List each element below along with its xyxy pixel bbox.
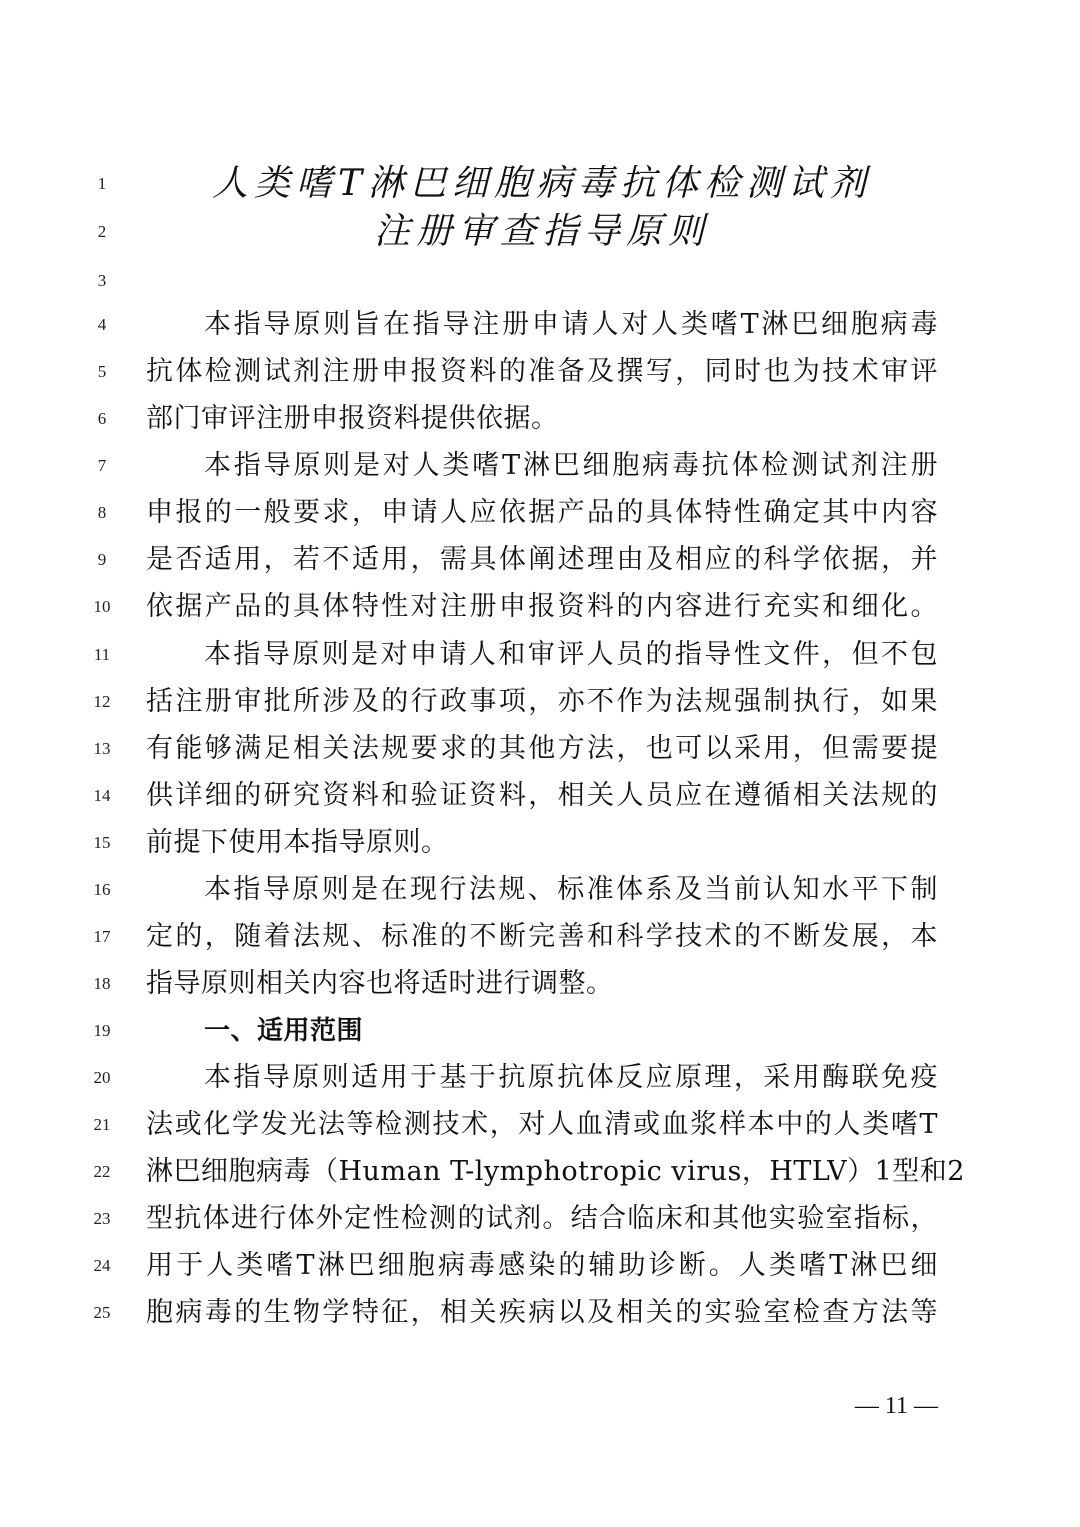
- line-number: 1: [97, 174, 107, 193]
- paragraph-text: 申报的一般要求，申请人应依据产品的具体特性确定其中内容: [146, 497, 938, 528]
- paragraph-text: 本指导原则是在现行法规、标准体系及当前认知水平下制: [204, 874, 938, 905]
- line-number: 5: [97, 362, 107, 381]
- line-number: 14: [93, 786, 111, 805]
- text-line: [0, 1105, 1080, 1145]
- line-number: 15: [93, 833, 111, 852]
- line-number: 2: [97, 222, 107, 241]
- document-subtitle: 注册审查指导原则: [373, 211, 710, 252]
- paragraph-text: 是否适用，若不适用，需具体阐述理由及相应的科学依据，并: [146, 544, 938, 575]
- line-number: 18: [93, 974, 111, 993]
- line-number: 12: [93, 692, 111, 711]
- text-line: [0, 729, 1080, 769]
- paragraph-text: 前提下使用本指导原则。: [146, 827, 449, 858]
- line-number: 24: [93, 1256, 111, 1275]
- text-line: [0, 352, 1080, 392]
- text-line: [0, 776, 1080, 816]
- paragraph-text: 用于人类嗜T淋巴细胞病毒感染的辅助诊断。人类嗜T淋巴细: [146, 1250, 938, 1281]
- text-line: [0, 493, 1080, 533]
- line-number: 8: [97, 503, 107, 522]
- line-number: 9: [97, 550, 107, 569]
- text-line: [0, 635, 1080, 675]
- paragraph-text: 型抗体进行体外定性检测的试剂。结合临床和其他实验室指标，: [146, 1203, 938, 1234]
- line-number: 7: [97, 456, 107, 475]
- paragraph-text: 指导原则相关内容也将适时进行调整。: [146, 968, 614, 999]
- text-line: [0, 399, 1080, 439]
- line-number: 20: [93, 1068, 111, 1087]
- text-line: [0, 540, 1080, 580]
- line-number: 3: [97, 271, 107, 290]
- text-line: [0, 305, 1080, 345]
- text-line: [0, 1058, 1080, 1098]
- paragraph-text: 本指导原则适用于基于抗原抗体反应原理，采用酶联免疫: [204, 1062, 938, 1093]
- line-number: 17: [93, 927, 111, 946]
- line-number: 19: [93, 1021, 111, 1040]
- line-number: 10: [93, 597, 111, 616]
- line-number: 22: [93, 1162, 111, 1181]
- paragraph-text: 括注册审批所涉及的行政事项，亦不作为法规强制执行，如果: [146, 686, 938, 717]
- line-number: 4: [97, 315, 107, 334]
- text-line: [0, 1246, 1080, 1286]
- paragraph-text: 部门审评注册申报资料提供依据。: [146, 403, 559, 434]
- text-line: [0, 1152, 1080, 1192]
- text-line: [0, 446, 1080, 486]
- section-heading: 一、适用范围: [204, 1016, 364, 1046]
- line-number: 6: [97, 409, 107, 428]
- line-number: 23: [93, 1209, 111, 1228]
- paragraph-text: 胞病毒的生物学特征，相关疾病以及相关的实验室检查方法等: [146, 1297, 938, 1328]
- text-line: [0, 964, 1080, 1004]
- text-line: [0, 917, 1080, 957]
- line-number: 21: [93, 1115, 111, 1134]
- title-line-2: [0, 208, 1080, 252]
- paragraph-text: 淋巴细胞病毒（Human T-lymphotropic virus，HTLV）1型和2: [146, 1156, 965, 1187]
- paragraph-text: 本指导原则是对人类嗜T淋巴细胞病毒抗体检测试剂注册: [204, 450, 938, 481]
- text-line: [0, 823, 1080, 863]
- title-line-1: [0, 160, 1080, 204]
- text-line: [0, 870, 1080, 910]
- paragraph-text: 本指导原则旨在指导注册申请人对人类嗜T淋巴细胞病毒: [204, 309, 938, 340]
- paragraph-text: 供详细的研究资料和验证资料，相关人员应在遵循相关法规的: [146, 780, 938, 811]
- paragraph-text: 依据产品的具体特性对注册申报资料的内容进行充实和细化。: [146, 591, 938, 622]
- line-number: 11: [93, 645, 111, 664]
- text-line: [0, 1199, 1080, 1239]
- document-title: 人类嗜T淋巴细胞病毒抗体检测试剂: [211, 163, 872, 204]
- blank-line: [0, 261, 1080, 301]
- text-line: [0, 682, 1080, 722]
- line-number: 25: [93, 1303, 111, 1322]
- paragraph-text: 法或化学发光法等检测技术，对人血清或血浆样本中的人类嗜T: [146, 1109, 938, 1140]
- line-number: 16: [93, 880, 111, 899]
- paragraph-text: 有能够满足相关法规要求的其他方法，也可以采用，但需要提: [146, 733, 938, 764]
- page-number: — 11 —: [854, 1393, 938, 1419]
- text-line: [0, 1293, 1080, 1333]
- text-line: [0, 587, 1080, 627]
- paragraph-text: 定的，随着法规、标准的不断完善和科学技术的不断发展，本: [146, 921, 938, 952]
- paragraph-text: 抗体检测试剂注册申报资料的准备及撰写，同时也为技术审评: [146, 356, 938, 387]
- section-heading-line: [0, 1011, 1080, 1051]
- paragraph-text: 本指导原则是对申请人和审评人员的指导性文件，但不包: [204, 639, 938, 670]
- line-number: 13: [93, 739, 111, 758]
